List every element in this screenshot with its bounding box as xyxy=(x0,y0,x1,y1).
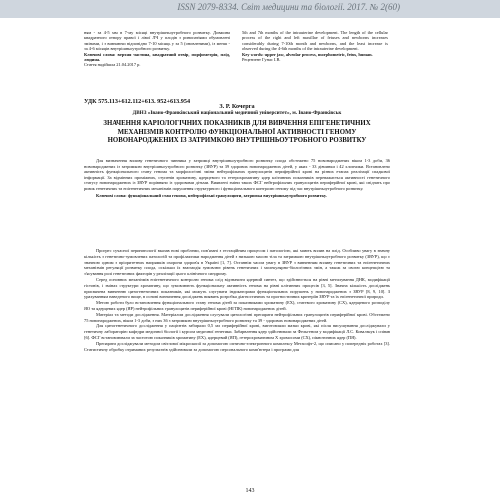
body-paragraph: Серед основних механізмів епігенетичного контролю генома слід відзначити ядерний синтез, що здійснюється на рівні метилування ДНК, модифікації гістонів, і змінах структури хроматину, що зумовлюють функціональну активність генома на рівні клітинних процесів [3, 5]. Значна кількість досліджень присвячена вивченню цитогенетичних показників, які можуть слугувати індикаторами функціональних порушень у новонароджених з ЗВУР [8, 9, 10]. З урахуванням наведеного вище, в основі визначення досліджень виявить розробка діагностичних та прогностичних критеріїв ЗВУР та їх епігенетичної природи. xyxy=(84,276,390,300)
english-summary-text: 5th and 7th months of the intrauterine development. The length of the cellular process of the right and left maxillae of fetuses and newborns increases considerably during 7-10th month and newborns, and the least increase is observed during the 4-6th months of the intrauterine development. xyxy=(242,30,388,52)
page-number: 143 xyxy=(245,488,255,494)
article-title: ЗНАЧЕННЯ КАРІОЛОГІЧНИХ ПОКАЗНИКІВ ДЛЯ ВИВЧЕННЯ ЕПІГЕНЕТИЧНИХ МЕХАНІЗМІВ КОНТРОЛЮ ФУНКЦІОНАЛЬНОЇ АКТИВНОСТІ ГЕНОМУ НОВОНАРОДЖЕНИХ ІЗ ЗАТРИМКОЮ ВНУТРІШНЬОУТРОБНОГО РОЗВИТКУ xyxy=(103,120,371,145)
article-abstract xyxy=(84,158,390,199)
udk-code: УДК 575.113+612.112+613. 952+613.954 xyxy=(84,98,191,105)
abstract-keywords: Ключові слова: функціональний стан генома, нейтрофільні гранулоцити, затримка внутрішньоутробного розвитку. xyxy=(96,192,327,198)
journal-header-band xyxy=(0,0,500,18)
article-author: З. Р. Кочерга xyxy=(219,103,255,110)
body-paragraph: Прогрес сучасної перинатології вказав нові проблеми, пов'язані з гестаційним процесом і патологією, які мають вплив на плід. Особливо увагу в значну кількість з генетично-зумовлених патологій та профілактики народження дітей з низькою масою тіла та затримкою внутрішньоутробного розвитку (ЗВУР), що є значною одним з пріоритетних напрямків охорони здоров'я в Україні [1, 7]. Останнім часом увагу в ЗВУР з вивченням впливу генетичних та епігенетичних механізмів регуляції розвитку плода, оскільки їх взаємодія зумовлює рівень генетичних і молекулярно-біологічних змін, а також за своєю концепцією та з'ясування ролі генетичних факторів у реалізації цього клінічного синдрому. xyxy=(84,248,390,277)
ukrainian-keywords: Ключові слова: верхня частина, квадратний отвір, морфометрія, плід, людина. xyxy=(84,51,230,63)
english-keywords: Key words: upper jaw, alveolar process, morphometric, fetus, human. xyxy=(242,51,373,57)
ukrainian-summary-column xyxy=(84,30,230,90)
body-paragraph: Для цитогенетичного дослідження у пацієнтів забирали 0,5 мл периферійної крові, виготовляли мазки крові, які після висушування досліджували у генетичну лабораторію кафедри медичної біології і курсом медичної генетики. Забарвлення ядер здійснювали за Фельгеном у модифікації Л.С. Ковальчук і співав [6]. ФСГ встановлювали за частотою показників хроматину (ЕХ), ядерцевий (ЯП), гетерохроматином Х хромосоми (СХ), пікнотичних ядер (ПЯ). xyxy=(84,323,390,340)
reviewer: Рецензент Гунас І.В. xyxy=(242,57,281,63)
abstract-text: Для визначення впливу генетичного чинника у затримці внутрішньоутробного розвитку плода обстежено 75 новонароджених віком 1-3 доби, 36 новонароджених із затримкою внутрішньоутробного розвитку (ЗВУР) та 39 здорових новонароджених дітей, у яких - 33 дівчинки і 42 хлопчики. Встановлено активність функціонального стану генома та морфологічні зміни нейтрофільних гранулоцитів периферійної крові на різних етапах реалізації спадкової інформації. За відмінних проміжних, ступенів хроматину, ядерцевого та гетерохроматину ядер клітинних показників переважається активності генетичного статусу новонароджених із ЗВУР порівняно із здоровими дітьми. Виявлені зміни таких ФСГ нейтрофільних гранулоцитів периферійної крові, які свідчать про ризик генетичних та епігенетичних механізмів порушення структурного і функціонального контролю геному під час внутрішньоутробного розвитку. xyxy=(84,158,390,191)
author-affiliation: ДВНЗ «Івано-Франківський національний медичний університет», м. Івано-Франківськ xyxy=(132,110,342,116)
article-received-date: Стаття надійшла 21.04.2017 р. xyxy=(84,62,141,68)
methods-paragraph: Матеріал та методи дослідження. Матеріалом дослідження слугували цитологічні препарати нейтрофільних гранулоцитів периферійної крові. Обстежено 75 новонароджених, віком 1-3 доби, з них 36 з затримкою внутрішньоутробного розвитку та 39 - здорових новонароджених дітей. xyxy=(84,311,390,323)
body-paragraph: Препарати досліджували методом світлової мікроскопії за допомогою оптично-електронного комплексу Метасофт-2, що описано у попередніх роботах [3]. Статистичну обробку отриманих результатів здійснювали за допомогою персонального комп'ютера і програми для xyxy=(84,340,390,352)
ukrainian-summary-text: ням - за 4-5 мм в 7-му місяці внутрішньоутробного розвитку. Довжина квадратного отвору правої і лівої ЛЧ у плодів з ринопатіями обумовлені змінами, і з вивчаючи відповідно 7-10 місяць у за 5 (оновленими), із менш - за 4-6 місяців внутрішньоутробного розвитку. xyxy=(84,30,230,52)
article-body xyxy=(84,248,390,352)
previous-article-tail xyxy=(84,30,390,90)
aim-paragraph: Метою роботи було встановлення функціонального стану генома дітей за показниками хроматину (ЕХ), статевого хроматину (СХ), ядерцевого розподілу ЯО та ядерцевих ядер (ЯР) нейтрофільних гранулоцитів периферійної крові (НГПК) новонароджених дітей. xyxy=(84,300,390,311)
journal-header-text: ISSN 2079-8334. Світ медицини та біології. 2017. № 2(60) xyxy=(177,2,400,12)
english-summary-column xyxy=(242,30,388,90)
